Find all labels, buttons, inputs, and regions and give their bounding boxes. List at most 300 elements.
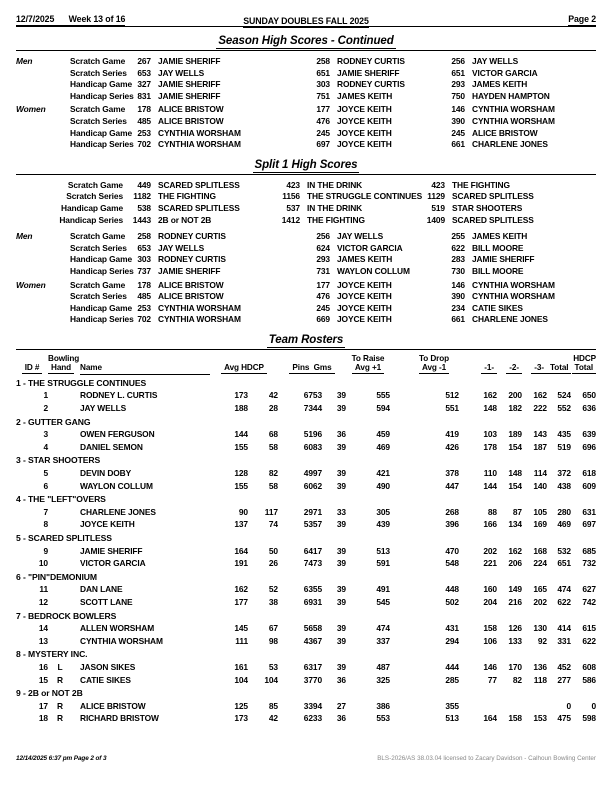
score-holder-name: SCARED SPLITLESS xyxy=(452,214,534,225)
column-spacer xyxy=(390,518,409,531)
score-value: 255 xyxy=(451,231,465,242)
player-hand xyxy=(48,467,72,480)
player-name: JOYCE KEITH xyxy=(80,519,135,530)
score-holder-name: CYNTHIA WORSHAM xyxy=(472,104,555,115)
player-total: 622 xyxy=(557,596,571,607)
player-avg: 173 xyxy=(234,713,248,724)
player-pins: 5357 xyxy=(303,519,322,530)
high-score-row xyxy=(16,280,596,292)
gender-label xyxy=(16,68,70,80)
player-total: 532 xyxy=(557,545,571,556)
score-holder-name: JOYCE KEITH xyxy=(337,139,392,150)
category-label: Scratch Game xyxy=(70,104,126,115)
score-value: 519 xyxy=(431,202,445,213)
player-hdcp: 67 xyxy=(268,623,278,634)
column-header-hdcp: HDCP xyxy=(573,353,596,363)
score-holder-name: ALICE BRISTOW xyxy=(472,127,538,138)
column-spacer xyxy=(390,506,409,519)
column-spacer xyxy=(390,480,409,493)
page-number: Page 2 xyxy=(568,14,596,24)
score-holder-name: STAR SHOOTERS xyxy=(452,202,523,213)
score-value: 177 xyxy=(316,104,330,115)
player-game3: 187 xyxy=(533,441,547,452)
score-holder-name: HAYDEN HAMPTON xyxy=(472,90,550,101)
score-holder-name: SCARED SPLITLESS xyxy=(158,202,240,213)
player-game1: 158 xyxy=(483,623,497,634)
player-pins: 6317 xyxy=(303,661,322,672)
player-hdcp: 53 xyxy=(268,661,278,672)
player-hdcp: 85 xyxy=(268,700,278,711)
player-total: 475 xyxy=(557,713,571,724)
score-holder-name: JOYCE KEITH xyxy=(337,279,392,290)
player-pins: 6753 xyxy=(303,390,322,401)
player-hand xyxy=(48,583,72,596)
category-label: Handicap Game xyxy=(70,302,132,313)
score-value: 234 xyxy=(451,302,465,313)
player-game3: 114 xyxy=(533,468,547,479)
score-value: 1443 xyxy=(132,214,151,225)
category-label: Handicap Game xyxy=(70,127,132,138)
score-holder-name: JAMES KEITH xyxy=(337,254,393,265)
score-value: 750 xyxy=(451,90,465,101)
score-holder-name: JAY WELLS xyxy=(158,67,205,78)
score-value: 537 xyxy=(286,202,300,213)
player-hdcp: 28 xyxy=(268,403,278,414)
score-holder-name: JAMIE SHERIFF xyxy=(158,90,221,101)
player-game3: 224 xyxy=(533,558,547,569)
score-value: 327 xyxy=(137,79,151,90)
player-total: 280 xyxy=(557,506,571,517)
column-header-total: Total xyxy=(547,363,571,375)
player-to-raise: 337 xyxy=(376,635,390,646)
player-avg: 155 xyxy=(234,441,248,452)
player-hdcp-total: 608 xyxy=(582,661,596,672)
category-label: Scratch Game xyxy=(67,179,123,190)
score-value: 1129 xyxy=(427,191,445,202)
score-value: 485 xyxy=(137,291,151,302)
score-holder-name: ALICE BRISTOW xyxy=(158,104,224,115)
split1-team-high-scores xyxy=(16,180,596,226)
player-name: DEVIN DOBY xyxy=(80,468,132,479)
high-score-row xyxy=(16,231,596,243)
player-hdcp-total: 627 xyxy=(582,584,596,595)
player-game1 xyxy=(459,700,497,713)
player-game3: 162 xyxy=(533,390,547,401)
column-spacer xyxy=(390,661,409,674)
score-value: 256 xyxy=(316,231,330,242)
player-id: 12 xyxy=(38,596,48,607)
score-holder-name: JOYCE KEITH xyxy=(337,115,392,126)
player-hand xyxy=(48,506,72,519)
score-holder-name: CYNTHIA WORSHAM xyxy=(472,279,555,290)
score-holder-name: IN THE DRINK xyxy=(307,202,363,213)
player-total: 0 xyxy=(566,700,571,711)
player-gms: 33 xyxy=(336,506,346,517)
gender-label: Men xyxy=(16,56,33,66)
player-hdcp: 117 xyxy=(264,506,278,517)
header-spacer xyxy=(390,363,409,375)
column-header-hand: Hand xyxy=(48,363,72,375)
score-holder-name: CYNTHIA WORSHAM xyxy=(472,291,555,302)
score-holder-name: BILL MOORE xyxy=(472,242,524,253)
player-to-drop: 419 xyxy=(445,429,459,440)
player-pins: 6931 xyxy=(303,596,322,607)
category-label: Handicap Game xyxy=(61,202,123,213)
roster-team-name: 6 - "PIN"DEMONIUM xyxy=(16,571,97,582)
high-score-row xyxy=(16,243,596,255)
player-total: 474 xyxy=(557,584,571,595)
player-to-raise: 386 xyxy=(376,700,390,711)
score-value: 702 xyxy=(137,314,151,325)
score-value: 253 xyxy=(137,127,151,138)
score-value: 651 xyxy=(316,67,330,78)
player-total: 651 xyxy=(557,558,571,569)
high-score-row xyxy=(16,116,596,128)
roster-player-row xyxy=(16,441,596,454)
player-id: 7 xyxy=(43,506,48,517)
score-value: 1182 xyxy=(133,191,151,202)
player-to-drop: 502 xyxy=(445,596,459,607)
player-avg: 137 xyxy=(234,519,248,530)
column-spacer xyxy=(390,674,409,687)
player-game1: 166 xyxy=(483,519,497,530)
player-to-drop: 551 xyxy=(445,403,459,414)
category-label: Handicap Series xyxy=(70,314,134,325)
score-value: 256 xyxy=(451,56,465,66)
player-hand: R xyxy=(57,713,63,724)
player-hand: R xyxy=(57,700,63,711)
player-gms: 39 xyxy=(336,558,346,569)
season-high-scores-title xyxy=(16,34,596,51)
score-holder-name: JAMIE SHERIFF xyxy=(472,254,535,265)
score-holder-name: RODNEY CURTIS xyxy=(337,79,405,90)
page-footer xyxy=(16,755,596,762)
player-hand xyxy=(48,402,72,415)
player-hdcp-total: 639 xyxy=(582,429,596,440)
score-value: 449 xyxy=(137,179,151,190)
player-to-raise: 487 xyxy=(376,661,390,672)
player-pins: 5658 xyxy=(303,623,322,634)
header-spacer xyxy=(278,354,346,363)
player-gms: 36 xyxy=(336,674,346,685)
roster-player-row xyxy=(16,428,596,441)
player-to-raise: 305 xyxy=(376,506,390,517)
roster-player-row xyxy=(16,674,596,687)
roster-team-name: 8 - MYSTERY INC. xyxy=(16,649,88,660)
score-value: 177 xyxy=(316,279,330,290)
player-game3: 169 xyxy=(533,519,547,530)
player-hdcp: 42 xyxy=(268,390,278,401)
player-avg: 155 xyxy=(234,480,248,491)
player-to-drop: 426 xyxy=(445,441,459,452)
roster-player-row xyxy=(16,635,596,648)
column-spacer xyxy=(390,712,409,725)
score-value: 423 xyxy=(431,179,445,190)
high-score-row xyxy=(16,104,596,116)
score-value: 146 xyxy=(451,104,465,115)
player-name: RICHARD BRISTOW xyxy=(80,713,159,724)
player-gms: 39 xyxy=(336,545,346,556)
score-holder-name: JAY WELLS xyxy=(337,231,384,242)
player-id: 2 xyxy=(43,403,48,414)
score-holder-name: CATIE SIKES xyxy=(472,302,523,313)
player-game2: 216 xyxy=(508,596,522,607)
column-spacer xyxy=(390,389,409,402)
player-name: RODNEY L. CURTIS xyxy=(80,390,158,401)
column-spacer xyxy=(390,557,409,570)
player-game3 xyxy=(522,700,547,713)
category-label: Scratch Series xyxy=(70,67,127,78)
player-hdcp: 74 xyxy=(268,519,278,530)
player-game1: 77 xyxy=(487,674,497,685)
score-holder-name: JAY WELLS xyxy=(158,242,205,253)
gender-label: Men xyxy=(16,231,33,242)
score-holder-name: VICTOR GARCIA xyxy=(337,242,403,253)
player-id: 8 xyxy=(43,519,48,530)
player-gms: 39 xyxy=(336,584,346,595)
player-game2: 200 xyxy=(508,390,522,401)
score-holder-name: WAYLON COLLUM xyxy=(337,265,410,276)
player-to-drop: 285 xyxy=(445,674,459,685)
column-spacer xyxy=(390,402,409,415)
score-holder-name: JAMIE SHERIFF xyxy=(158,265,221,276)
score-value: 624 xyxy=(316,242,330,253)
player-gms: 36 xyxy=(336,713,346,724)
player-hand xyxy=(48,596,72,609)
league-title: SUNDAY DOUBLES FALL 2025 xyxy=(243,16,369,26)
column-spacer xyxy=(390,596,409,609)
score-holder-name: CYNTHIA WORSHAM xyxy=(158,139,241,150)
gender-label xyxy=(16,116,70,128)
player-total: 331 xyxy=(557,635,571,646)
gender-label xyxy=(16,254,70,266)
player-pins: 3394 xyxy=(303,700,322,711)
player-id: 4 xyxy=(43,441,48,452)
player-game1: 164 xyxy=(483,713,497,724)
score-holder-name: JAMES KEITH xyxy=(472,79,528,90)
score-value: 697 xyxy=(316,139,330,150)
score-holder-name: THE FIGHTING xyxy=(452,179,510,190)
score-holder-name: RODNEY CURTIS xyxy=(337,56,405,66)
player-avg: 177 xyxy=(234,596,248,607)
player-game3: 202 xyxy=(533,596,547,607)
player-hdcp: 82 xyxy=(268,468,278,479)
category-label: Scratch Game xyxy=(70,279,126,290)
team-rosters-title xyxy=(16,333,596,350)
player-gms: 39 xyxy=(336,403,346,414)
team-rosters-title-text: Team Rosters xyxy=(268,333,344,346)
player-to-drop: 355 xyxy=(445,700,459,711)
roster-team-name: 9 - 2B or NOT 2B xyxy=(16,688,83,699)
player-hdcp: 38 xyxy=(268,596,278,607)
player-hdcp: 52 xyxy=(268,584,278,595)
player-total: 277 xyxy=(557,674,571,685)
score-value: 267 xyxy=(137,56,151,66)
high-score-row xyxy=(16,266,596,278)
roster-team-name: 2 - GUTTER GANG xyxy=(16,416,91,427)
player-name: JASON SIKES xyxy=(80,661,136,672)
player-game1: 202 xyxy=(483,545,497,556)
split1-high-scores-title-text: Split 1 High Scores xyxy=(254,158,358,171)
player-name: WAYLON COLLUM xyxy=(80,480,153,491)
score-holder-name: THE FIGHTING xyxy=(307,214,365,225)
score-value: 390 xyxy=(451,291,465,302)
gender-label: Women xyxy=(16,104,46,115)
player-avg: 128 xyxy=(234,468,248,479)
player-pins: 3770 xyxy=(303,674,322,685)
player-game3: 105 xyxy=(533,506,547,517)
player-hand xyxy=(48,545,72,558)
column-spacer xyxy=(390,467,409,480)
score-holder-name: CHARLENE JONES xyxy=(472,314,548,325)
player-game3: 136 xyxy=(533,661,547,672)
player-name: ALICE BRISTOW xyxy=(80,700,146,711)
player-hdcp-total: 696 xyxy=(582,441,596,452)
roster-header-row-lower xyxy=(16,363,596,374)
high-score-row xyxy=(16,79,596,91)
player-to-raise: 459 xyxy=(376,429,390,440)
roster-player-row xyxy=(16,545,596,558)
roster-team-name: 5 - SCARED SPLITLESS xyxy=(16,533,112,543)
player-game1: 144 xyxy=(483,480,497,491)
gender-label xyxy=(16,291,70,303)
score-holder-name: BILL MOORE xyxy=(472,265,524,276)
season-high-scores-section xyxy=(16,56,596,151)
player-game1: 148 xyxy=(483,403,497,414)
high-score-row xyxy=(16,191,596,203)
score-value: 303 xyxy=(137,254,151,265)
player-pins: 6233 xyxy=(303,713,322,724)
player-game1: 146 xyxy=(483,661,497,672)
player-hand xyxy=(48,480,72,493)
player-name: CHARLENE JONES xyxy=(80,506,156,517)
player-hdcp-total: 615 xyxy=(582,623,596,634)
season-high-scores-title-text: Season High Scores - Continued xyxy=(218,35,394,47)
player-avg: 188 xyxy=(234,403,248,414)
player-id: 9 xyxy=(43,545,48,556)
player-game1: 88 xyxy=(487,506,497,517)
gender-label: Women xyxy=(16,279,46,290)
score-value: 730 xyxy=(451,265,465,276)
score-value: 1412 xyxy=(281,214,300,225)
player-gms: 39 xyxy=(336,635,346,646)
score-holder-name: JAMIE SHERIFF xyxy=(158,56,221,66)
column-header-game2: -2- xyxy=(497,363,522,375)
score-value: 423 xyxy=(286,179,300,190)
column-header-pins-gms: Pins Gms xyxy=(278,363,346,375)
category-label: Scratch Series xyxy=(70,291,127,302)
player-name: JAY WELLS xyxy=(80,403,127,414)
player-hdcp-total: 697 xyxy=(582,519,596,530)
player-game3: 153 xyxy=(533,713,547,724)
player-total: 519 xyxy=(557,441,571,452)
player-pins: 6355 xyxy=(303,584,322,595)
column-header-bowling: Bowling xyxy=(48,353,80,363)
score-holder-name: JAMES KEITH xyxy=(472,231,528,242)
player-total: 524 xyxy=(557,390,571,401)
player-hdcp: 58 xyxy=(268,480,278,491)
player-to-drop: 512 xyxy=(445,390,459,401)
score-value: 702 xyxy=(137,139,151,150)
player-hand xyxy=(48,635,72,648)
score-value: 831 xyxy=(137,90,151,101)
score-value: 1156 xyxy=(282,191,300,202)
high-score-row xyxy=(16,128,596,140)
category-label: Scratch Series xyxy=(66,191,123,202)
column-header-avg-hdcp: Avg HDCP xyxy=(210,363,278,375)
player-game3: 222 xyxy=(533,403,547,414)
score-holder-name: JAY WELLS xyxy=(472,56,519,66)
roster-player-row xyxy=(16,622,596,635)
player-total: 452 xyxy=(557,661,571,672)
player-game2: 133 xyxy=(508,635,522,646)
category-label: Scratch Series xyxy=(70,115,127,126)
player-name: OWEN FERGUSON xyxy=(80,429,155,440)
header-spacer xyxy=(72,354,210,363)
score-holder-name: JOYCE KEITH xyxy=(337,291,392,302)
player-game3: 165 xyxy=(533,584,547,595)
player-hand xyxy=(48,518,72,531)
player-id: 3 xyxy=(43,429,48,440)
player-id: 1 xyxy=(43,390,48,401)
score-value: 737 xyxy=(137,265,151,276)
player-gms: 27 xyxy=(336,700,346,711)
player-hdcp: 50 xyxy=(268,545,278,556)
player-to-raise: 325 xyxy=(376,674,390,685)
score-value: 731 xyxy=(316,265,330,276)
score-value: 253 xyxy=(137,302,151,313)
roster-team-name: 4 - THE "LEFT"OVERS xyxy=(16,494,106,505)
score-holder-name: CYNTHIA WORSHAM xyxy=(158,302,241,313)
player-game1: 178 xyxy=(483,441,497,452)
high-score-row xyxy=(16,203,596,215)
player-to-drop: 513 xyxy=(445,713,459,724)
player-game1: 204 xyxy=(483,596,497,607)
player-hand xyxy=(48,441,72,454)
score-holder-name: ALICE BRISTOW xyxy=(158,115,224,126)
player-name: DAN LANE xyxy=(80,584,123,595)
score-value: 476 xyxy=(316,115,330,126)
player-id: 17 xyxy=(38,700,48,711)
score-value: 293 xyxy=(316,254,330,265)
player-gms: 39 xyxy=(336,519,346,530)
score-value: 622 xyxy=(451,242,465,253)
player-to-raise: 421 xyxy=(376,468,390,479)
column-spacer xyxy=(390,428,409,441)
column-header-avg-plus1: Avg +1 xyxy=(346,363,390,375)
player-to-drop: 396 xyxy=(445,519,459,530)
player-to-raise: 474 xyxy=(376,623,390,634)
player-avg: 125 xyxy=(234,700,248,711)
player-game1: 106 xyxy=(483,635,497,646)
player-to-raise: 555 xyxy=(376,390,390,401)
roster-player-row xyxy=(16,467,596,480)
player-to-raise: 491 xyxy=(376,584,390,595)
player-avg: 164 xyxy=(234,545,248,556)
player-pins: 6417 xyxy=(303,545,322,556)
player-hdcp-total: 586 xyxy=(582,674,596,685)
player-id: 13 xyxy=(38,635,48,646)
player-gms: 39 xyxy=(336,441,346,452)
high-score-row xyxy=(16,56,596,68)
score-value: 390 xyxy=(451,115,465,126)
player-pins: 6083 xyxy=(303,441,322,452)
gender-block-women xyxy=(16,104,596,150)
category-label: Handicap Series xyxy=(70,265,134,276)
player-avg: 104 xyxy=(234,674,248,685)
player-id: 15 xyxy=(38,674,48,685)
player-hdcp: 104 xyxy=(264,674,278,685)
